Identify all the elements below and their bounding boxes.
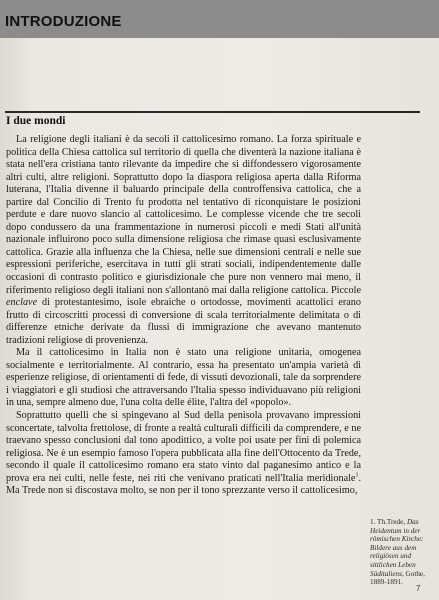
header-band [0,0,439,38]
paragraph-1-emphasis: enclave [6,297,38,309]
paragraph-2-text: Ma il cattolicesimo in Italia non è stato una religione unitaria, omogenea socialmente e territorialmente. Al contrario, essa ha presentato un'ampia varietà di esperienze religiose, di orientamenti di fede, di vissuti devozionali, tale da sorprendere i viaggiatori e gli studiosi che attraversando l'Italia spesso individuavano più religioni in una, sempre almeno due, l'una colta delle élite, l'altra del «popolo». [6,347,361,409]
paragraph-1 [6,134,361,347]
page-number: 7 [416,584,421,593]
body-text [6,134,361,498]
paragraph-3-text-b: . Ma Trede non si discostava molto, se non per il tono sprezzante verso il cattolicesimo, [6,472,361,497]
footnote-publisher: , Gothe, 1889-1891. [370,569,425,587]
paragraph-3 [6,410,361,498]
footnote-book-title: Das Heidentum in der römischen Kirche: Bildere aus dem religiösen und sittlichen Leben Süditaliens [370,518,424,578]
footnote-ref: 1 [355,472,359,479]
section-title: I due mondi [6,115,66,127]
section-rule [5,111,420,113]
paragraph-2 [6,347,361,410]
footnote-author: 1. Th.Trede, [370,518,407,526]
paragraph-3-text-a: Soprattutto quelli che si spingevano al Sud della penisola provavano impressioni sconcertate, talvolta frettolose, di fronte a realtà culturali difficili da comprendere, e ne traevano spesso conclusioni dal tono apodittico, a volte poi usate per fini di polemica religiosa. Ne è un esempio famoso l'opera pubblicata alla fine dell'Ottocento da Trede, secondo il quale il cattolicesimo romano era stato vinto dal paganesimo antico e la prova era nei culti, nelle feste, nei riti che venivano praticati nell'Italia meridionale [6,410,361,484]
paragraph-1-text-b: di protestantesimo, isole ebraiche o ortodosse, movimenti acattolici erano frutto di circoscritti processi di conversione di scala territorialmente delimitata o di differenze etniche derivate da flussi di immigrazione che avevano mantenuto tradizioni religiose di provenienza. [6,297,361,346]
chapter-title: INTRODUZIONE [5,13,122,30]
footnote [370,518,434,587]
paragraph-1-text-a: La religione degli italiani è da secoli il cattolicesimo romano. La forza spirituale e politica della Chiesa cattolica sul territorio di quella che diventerà la nazione italiana è stata nell'era cristiana tanto rilevante da impedire che si diffondessero vigorosamente altri culti, altre religioni. Soprattutto dopo la diaspora religiosa aperta dalla Riforma luterana, l'Italia divenne il baluardo principale della controffensiva cattolica, che a partire dal Concilio di Trento fu prodotta nel tentativo di riconquistare le posizioni perdute e dare nuovo slancio al cattolicesimo. Le complesse vicende che tre secoli dopo condussero da una frammentazione in numerosi piccoli e medi Stati all'unità nazionale influirono poco sulla dimensione religiosa che rimase quasi esclusivamente cattolica. Grazie alla influenza che la Chiesa, nelle sue dimensioni centrali e nelle sue espressioni periferiche, esercitava in tutti gli strati sociali, indipendentemente dalle occasioni di contrasto politico e giurisdizionale che pure non vennero mai meno, il riferimento religioso degli italiani non s'allontanò mai dalla religione cattolica. Piccole [6,134,361,296]
